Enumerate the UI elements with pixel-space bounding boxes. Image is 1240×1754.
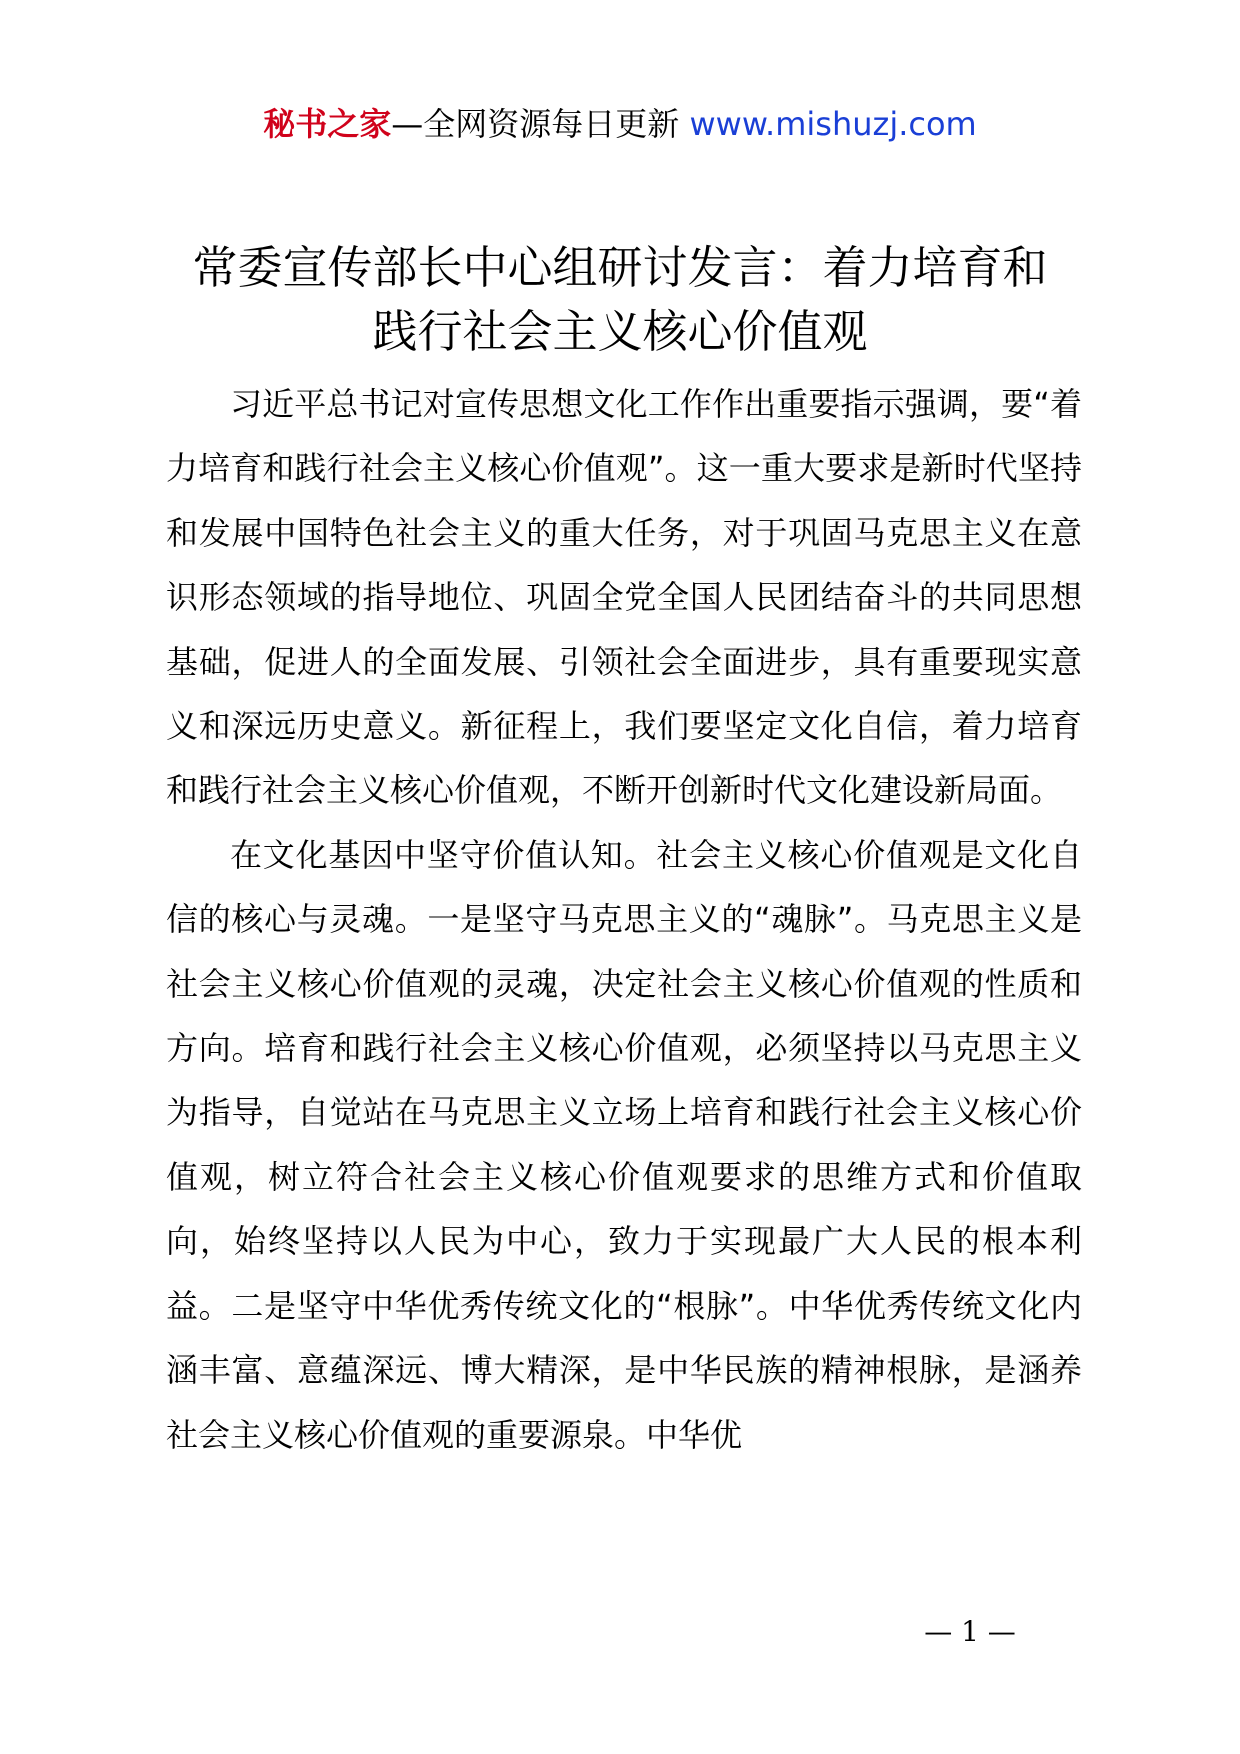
- document-body: [166, 372, 1082, 1467]
- site-header: [0, 100, 1240, 148]
- title-line-1: 常委宣传部长中心组研讨发言：着力培育和: [192, 241, 1048, 294]
- title-line-2: 践行社会主义核心价值观: [372, 305, 868, 358]
- site-brand: 秘书之家: [263, 105, 392, 143]
- page-number: — 1 —: [924, 1615, 1016, 1648]
- site-tagline: —全网资源每日更新: [391, 105, 680, 143]
- paragraph-section-1: 在文化基因中坚守价值认知。社会主义核心价值观是文化自信的核心与灵魂。一是坚守马克思主义的“魂脉”。马克思主义是社会主义核心价值观的灵魂，决定社会主义核心价值观的性质和方向。培育和践行社会主义核心价值观，必须坚持以马克思主义为指导，自觉站在马克思主义立场上培育和践行社会主义核心价值观，树立符合社会主义核心价值观要求的思维方式和价值取向，始终坚持以人民为中心，致力于实现最广大人民的根本利益。二是坚守中华优秀传统文化的“根脉”。中华优秀传统文化内涵丰富、意蕴深远、博大精深，是中华民族的精神根脉，是涵养社会主义核心价值观的重要源泉。中华优: [166, 835, 1082, 1454]
- site-url-link[interactable]: www.mishuzj.com: [689, 105, 977, 143]
- document-title: [150, 236, 1090, 364]
- paragraph-intro: 习近平总书记对宣传思想文化工作作出重要指示强调，要“着力培育和践行社会主义核心价值观”。这一重大要求是新时代坚持和发展中国特色社会主义的重大任务，对于巩固马克思主义在意识形态领域的指导地位、巩固全党全国人民团结奋斗的共同思想基础，促进人的全面发展、引领社会全面进步，具有重要现实意义和深远历史意义。新征程上，我们要坚定文化自信，着力培育和践行社会主义核心价值观，不断开创新时代文化建设新局面。: [166, 385, 1082, 810]
